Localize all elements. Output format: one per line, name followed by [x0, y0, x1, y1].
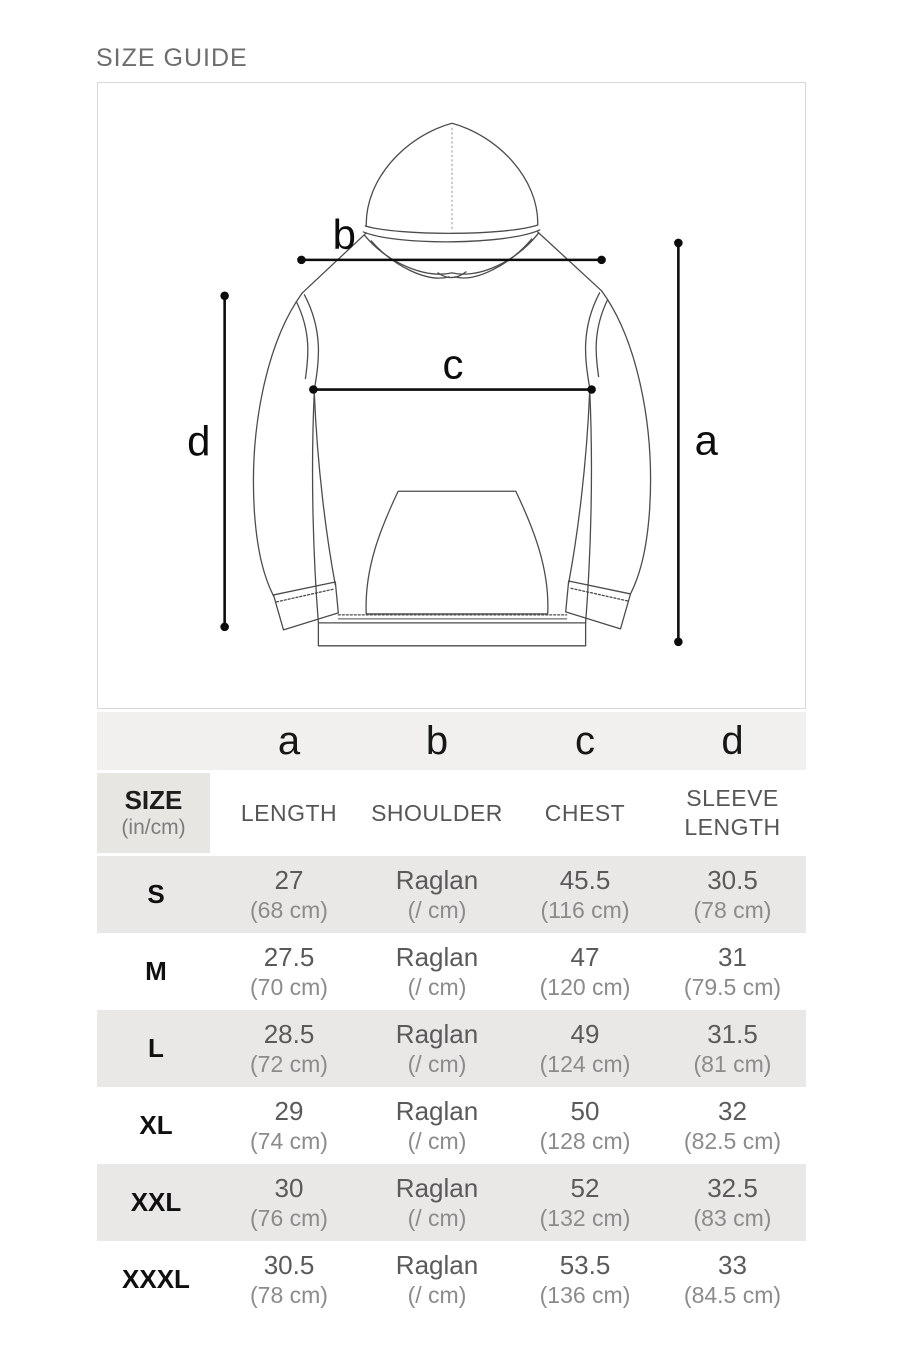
label-c: c: [442, 340, 464, 388]
value-inches: Raglan: [395, 1095, 479, 1126]
table-row-xxxl: [97, 1241, 806, 1318]
measurement-cell: [215, 1164, 363, 1241]
value-inches: 27: [274, 864, 304, 895]
hoodie-sketch: [98, 83, 805, 708]
value-inches: 28.5: [263, 1018, 315, 1049]
value-inches: 45.5: [559, 864, 611, 895]
size-header-title: SIZE: [124, 784, 183, 815]
letter-cell-c: c: [575, 719, 595, 763]
value-cm: (74 cm): [250, 1128, 328, 1155]
table-row-xl: [97, 1087, 806, 1164]
value-cm: (/ cm): [407, 1128, 467, 1155]
value-cm: (81 cm): [693, 1051, 772, 1078]
measurement-lines: [220, 239, 682, 646]
measurement-cell: [659, 933, 806, 1010]
value-cm: (136 cm): [539, 1282, 631, 1309]
label-d: d: [187, 417, 211, 465]
measurement-cell: [363, 1164, 511, 1241]
value-cm: (70 cm): [250, 974, 328, 1001]
value-inches: 49: [570, 1018, 600, 1049]
column-header-shoulder: SHOULDER: [371, 799, 503, 826]
measurement-cell: [511, 1087, 659, 1164]
measurement-labels: [187, 211, 719, 464]
value-cm: (82.5 cm): [683, 1128, 782, 1155]
value-inches: 32: [718, 1095, 747, 1126]
value-cm: (116 cm): [540, 897, 630, 924]
value-inches: Raglan: [395, 1172, 479, 1203]
value-inches: 27.5: [263, 941, 315, 972]
value-inches: Raglan: [395, 1249, 479, 1280]
size-table-body: [97, 856, 806, 1318]
table-row-xxl: [97, 1164, 806, 1241]
measurement-cell: [215, 1010, 363, 1087]
value-cm: (72 cm): [250, 1051, 328, 1078]
measurement-cell: [659, 1010, 806, 1087]
size-label: L: [148, 1033, 164, 1064]
value-inches: 47: [570, 941, 600, 972]
value-inches: 50: [570, 1095, 600, 1126]
value-cm: (128 cm): [539, 1128, 631, 1155]
value-cm: (78 cm): [250, 1282, 328, 1309]
table-row-s: [97, 856, 806, 933]
page-title: SIZE GUIDE: [96, 44, 248, 72]
value-inches: 52: [570, 1172, 600, 1203]
measurement-cell: [363, 856, 511, 933]
value-cm: (/ cm): [407, 1051, 467, 1078]
value-cm: (/ cm): [407, 1282, 467, 1309]
value-inches: 53.5: [559, 1249, 611, 1280]
measurement-cell: [363, 1087, 511, 1164]
table-header-row: [97, 773, 806, 853]
value-cm: (124 cm): [539, 1051, 631, 1078]
measurement-cell: [363, 1010, 511, 1087]
letter-cell-b: b: [425, 719, 449, 763]
measurement-cell: [659, 856, 806, 933]
measurement-cell: [659, 1087, 806, 1164]
value-inches: 30.5: [707, 864, 758, 895]
value-inches: 32.5: [707, 1172, 758, 1203]
value-inches: 31: [718, 941, 747, 972]
value-inches: Raglan: [395, 864, 479, 895]
value-cm: (/ cm): [407, 1205, 467, 1232]
value-cm: (78 cm): [693, 897, 772, 924]
value-inches: 29: [274, 1095, 304, 1126]
measurement-cell: [511, 1241, 659, 1318]
measurement-cell: [659, 1241, 806, 1318]
size-label: S: [147, 879, 165, 910]
column-header-chest: CHEST: [544, 799, 626, 826]
value-cm: (79.5 cm): [683, 974, 782, 1001]
measurement-cell: [659, 1164, 806, 1241]
measurement-cell: [215, 1087, 363, 1164]
size-label: XXXL: [122, 1264, 190, 1295]
value-inches: Raglan: [395, 1018, 479, 1049]
size-label: XL: [139, 1110, 173, 1141]
value-cm: (/ cm): [407, 897, 467, 924]
kangaroo-pocket: [366, 491, 548, 614]
measurement-cell: [363, 1241, 511, 1318]
measurement-cell: [511, 933, 659, 1010]
value-cm: (76 cm): [250, 1205, 328, 1232]
letter-cell-d: d: [721, 719, 744, 763]
value-cm: (83 cm): [693, 1205, 772, 1232]
measurement-cell: [215, 856, 363, 933]
measurement-cell: [511, 1010, 659, 1087]
value-cm: (68 cm): [250, 897, 328, 924]
size-header-unit: (in/cm): [121, 815, 186, 839]
column-header-length: LENGTH: [240, 799, 338, 826]
value-inches: 30: [274, 1172, 304, 1203]
label-b: b: [332, 210, 356, 258]
measurement-cell: [363, 933, 511, 1010]
hoodie-measurement-diagram: [97, 82, 806, 709]
table-row-l: [97, 1010, 806, 1087]
letter-cell-empty: [97, 712, 215, 770]
value-cm: (132 cm): [539, 1205, 631, 1232]
measurement-cell: [511, 856, 659, 933]
letter-cell-a: a: [277, 719, 301, 763]
size-label: XXL: [130, 1187, 182, 1218]
value-inches: 33: [718, 1249, 747, 1280]
value-cm: (84.5 cm): [683, 1282, 782, 1309]
letters-row: [97, 712, 806, 770]
column-header-sleeve-length: SLEEVE LENGTH: [684, 785, 781, 840]
size-header-cell: [97, 773, 215, 853]
table-row-m: [97, 933, 806, 1010]
right-cuff: [566, 581, 631, 629]
size-label: M: [145, 956, 167, 987]
measurement-cell: [215, 933, 363, 1010]
measurement-cell: [215, 1241, 363, 1318]
value-inches: 31.5: [707, 1018, 758, 1049]
value-inches: 30.5: [263, 1249, 315, 1280]
value-cm: (120 cm): [539, 974, 631, 1001]
label-a: a: [694, 416, 718, 464]
value-inches: Raglan: [395, 941, 479, 972]
value-cm: (/ cm): [407, 974, 467, 1001]
size-table: [97, 712, 806, 1318]
measurement-cell: [511, 1164, 659, 1241]
waistband: [318, 623, 585, 646]
